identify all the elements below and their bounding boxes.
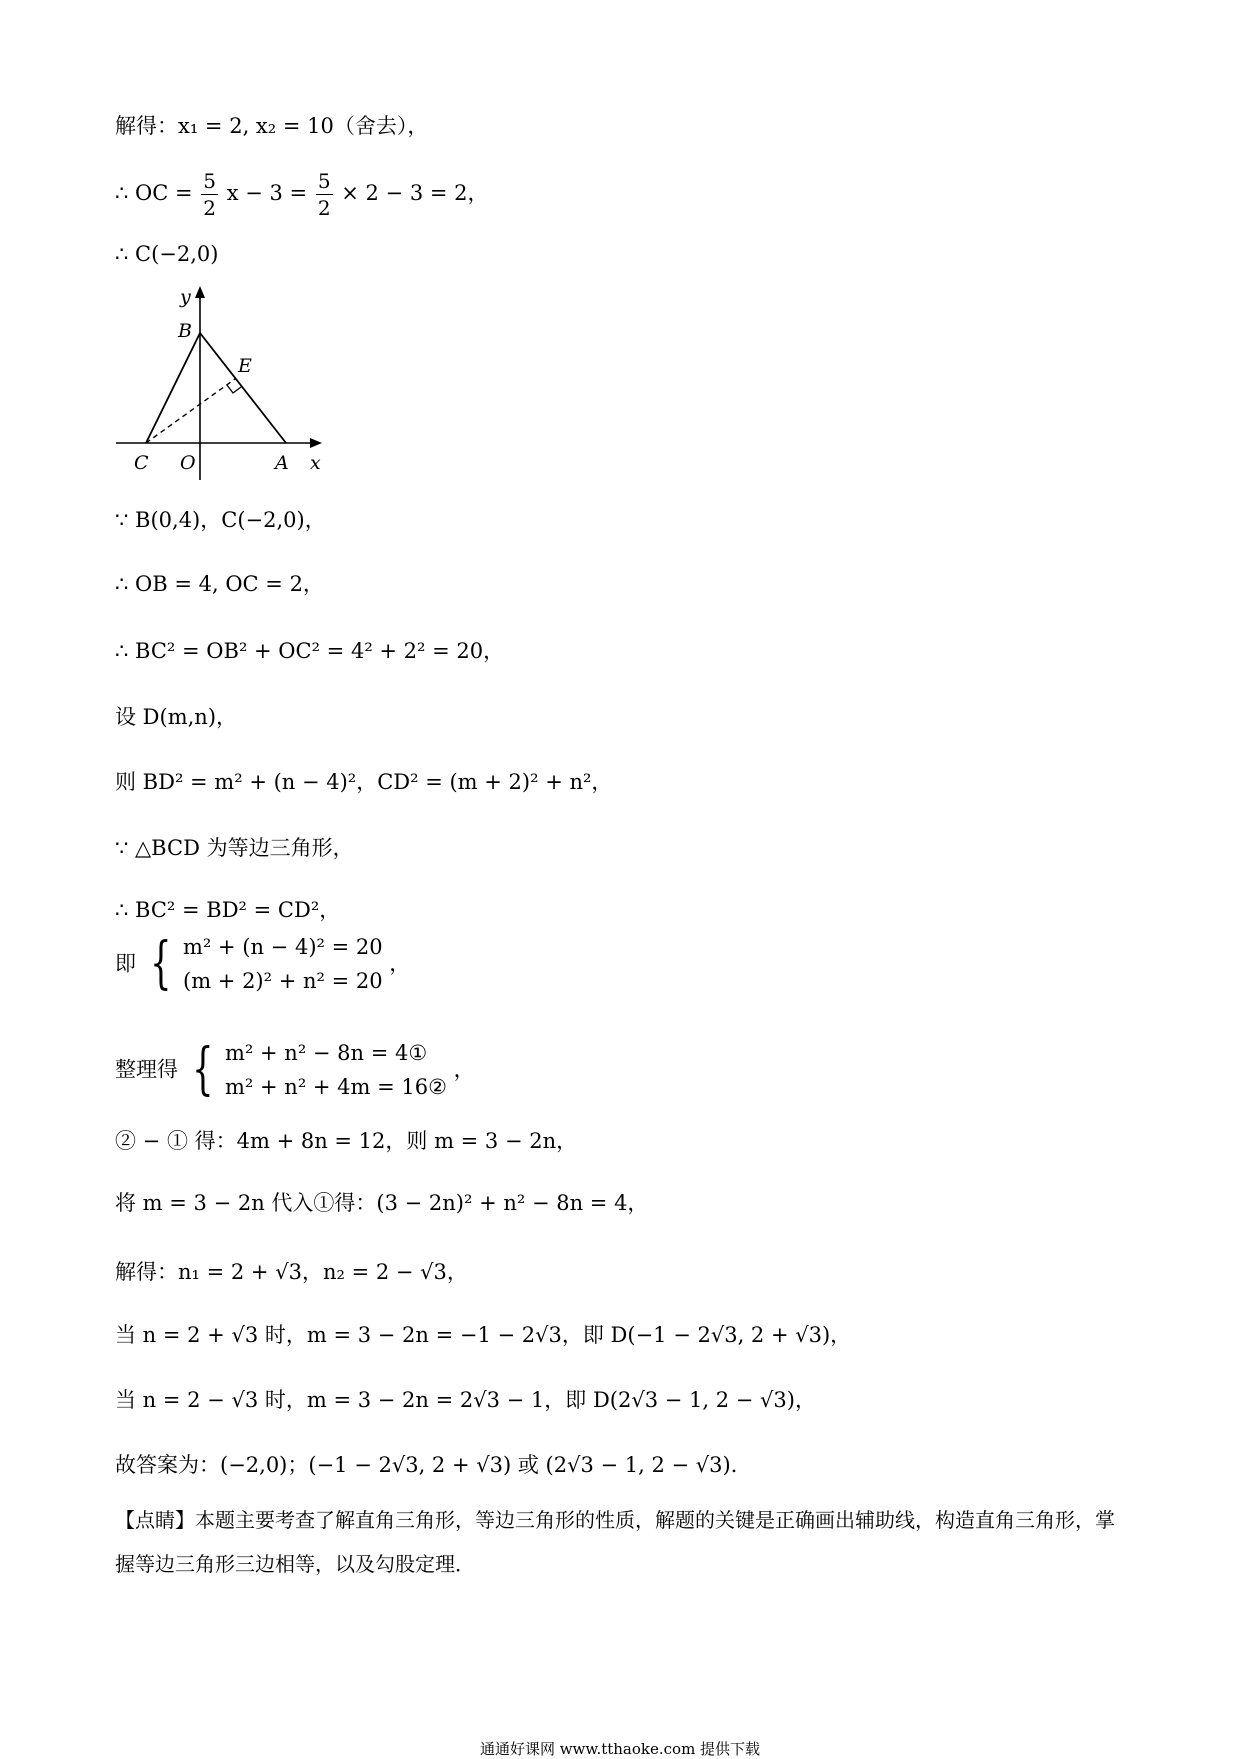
- equation-system: [185, 1036, 447, 1104]
- line-subtract: ② − ① 得：4m + 8n = 12，则 m = 3 − 2n，: [115, 1129, 578, 1153]
- segment-ce-dashed: [146, 379, 235, 443]
- line-case-1: 当 n = 2 + √3 时，m = 3 − 2n = −1 − 2√3，即 D(−1 − 2√3, 2 + √3)，: [115, 1323, 852, 1347]
- line-set-d: 设 D(m,n)，: [115, 705, 238, 729]
- fraction-numerator: 5: [317, 169, 331, 193]
- line-oc-value: [115, 168, 488, 221]
- fraction-numerator: 5: [203, 169, 217, 193]
- line-equilateral: ∵ △BCD 为等边三角形，: [115, 836, 354, 860]
- system-label: 即: [115, 951, 136, 976]
- system-label: 整理得: [115, 1057, 178, 1082]
- system-row: m² + n² + 4m = 16②: [225, 1075, 447, 1099]
- comment-paragraph: 【点睛】本题主要考查了解直角三角形，等边三角形的性质，解题的关键是正确画出辅助线，构造直角三角形，掌握等边三角形三边相等，以及勾股定理．: [115, 1508, 1115, 1576]
- line-bc-squared: ∴ BC² = OB² + OC² = 4² + 2² = 20，: [115, 639, 505, 663]
- right-angle-mark: [227, 385, 241, 393]
- line-point-c: ∴ C(−2,0): [115, 242, 219, 266]
- line-answer: 故答案为：(−2,0)；(−1 − 2√3, 2 + √3) 或 (2√3 − 1, 2 − √3)．: [115, 1453, 752, 1477]
- line-solve-x: 解得：x₁ = 2, x₂ = 10（舍去），: [115, 114, 429, 138]
- triangle-figure: [110, 285, 330, 485]
- line-bd-cd: 则 BD² = m² + (n − 4)²，CD² = (m + 2)² + n²，: [115, 770, 613, 794]
- label-x: x: [310, 452, 321, 474]
- oc-prefix: ∴ OC =: [115, 181, 193, 205]
- line-ob-oc: ∴ OB = 4, OC = 2，: [115, 572, 324, 596]
- system-equations-2: [115, 1036, 475, 1104]
- system-rows: [225, 1036, 447, 1104]
- oc-middle: x − 3 =: [226, 181, 308, 205]
- segment-cb: [146, 333, 200, 443]
- segment-ba: [200, 333, 286, 443]
- label-o: O: [180, 452, 196, 474]
- system-row: m² + (n − 4)² = 20: [183, 935, 383, 959]
- fraction-denominator: 2: [317, 196, 331, 220]
- fraction-denominator: 2: [203, 196, 217, 220]
- label-a: A: [275, 452, 289, 474]
- oc-suffix: × 2 − 3 = 2，: [341, 181, 489, 205]
- equation-system: [143, 930, 383, 998]
- brace-icon: {: [149, 931, 172, 996]
- page-footer: 通通好课网 www.tthaoke.com 提供下载: [479, 1740, 761, 1758]
- fraction-five-halves: [201, 168, 218, 221]
- line-given-points: ∵ B(0,4)，C(−2,0)，: [115, 508, 326, 532]
- line-case-2: 当 n = 2 − √3 时，m = 3 − 2n = 2√3 − 1，即 D(2√3 − 1, 2 − √3)，: [115, 1388, 816, 1412]
- system-equations-1: [115, 930, 410, 998]
- label-b: B: [178, 320, 192, 342]
- brace-icon: {: [191, 1037, 214, 1102]
- line-solve-n: 解得：n₁ = 2 + √3，n₂ = 2 − √3，: [115, 1260, 468, 1284]
- label-e: E: [238, 355, 252, 377]
- system-row: m² + n² − 8n = 4①: [225, 1041, 428, 1065]
- system-rows: [183, 930, 383, 998]
- label-c: C: [134, 452, 149, 474]
- system-row: (m + 2)² + n² = 20: [183, 969, 383, 993]
- line-equal-squares: ∴ BC² = BD² = CD²，: [115, 898, 341, 922]
- y-axis-arrow: [195, 286, 205, 298]
- fraction-five-halves-2: [316, 168, 333, 221]
- system-end: ，: [389, 951, 411, 976]
- label-y: y: [180, 286, 191, 308]
- system-end: ，: [453, 1057, 475, 1082]
- x-axis-arrow: [310, 438, 322, 448]
- line-substitute: 将 m = 3 − 2n 代入①得：(3 − 2n)² + n² − 8n = 4，: [115, 1191, 649, 1215]
